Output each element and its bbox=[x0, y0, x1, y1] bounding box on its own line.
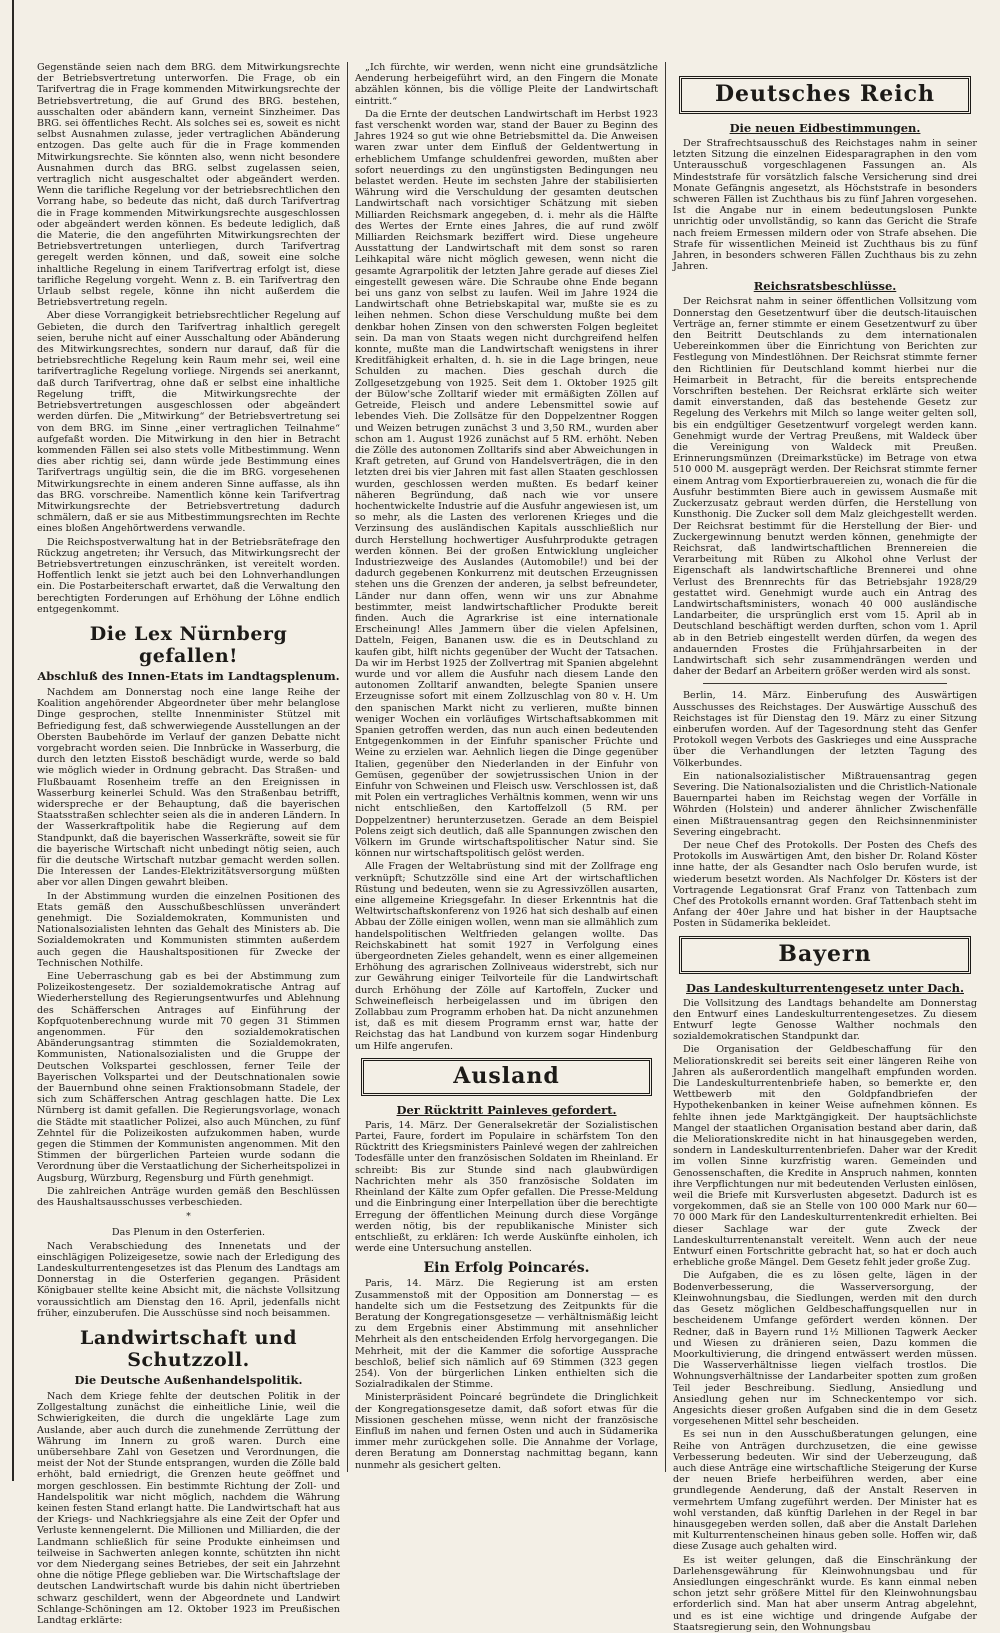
quote-paragraph: „Ich fürchte, wir werden, wenn nicht eine grundsätzliche Aenderung herbeigeführt wird, an den Fingern die Monate abzählen können, bis die völlige Pleite der Landwirtschaft eintritt.“ bbox=[355, 62, 658, 107]
binding-edge bbox=[12, 0, 14, 1481]
article-paragraph: Nachdem am Donnerstag noch eine lange Reihe der Koalition angehörender Abgeordneter über mehr belanglose Dinge gesprochen, stellte Innenminister Stützel mit Befriedigung fest, daß schwerwiegende Ausstellungen an der Obersten Baubehörde im Verlauf der ganzen Debatte nicht vorgebracht worden seien. Die Innbrücke in Wasserburg, die durch den letzten Eisstoß beschädigt wurde, werde so bald wie möglich wieder in Ordnung gebracht. Das Straßen- und Flußbauamt Rosenheim treffe an den Ereignissen in Wasserburg keinerlei Schuld. Was den Straßenbau betrifft, widerspreche er der Behauptung, daß die bayerischen Staatsstraßen schlechter seien als die in anderen Ländern. In der Wasserkraftpolitik habe die Regierung auf dem Standpunkt, daß die bayerischen Wasserkräfte, soweit sie für die bayerische Wirtschaft nicht unbedingt nötig seien, auch für die deutsche Wirtschaft nutzbar gemacht werden sollen. Die Interessen der Landes-Elektrizitätsversorgung müßten aber vor allen Dingen gewahrt bleiben. bbox=[37, 686, 340, 889]
section-box-ausland bbox=[361, 1058, 652, 1096]
article-paragraph: Der neue Chef des Protokolls. Der Posten des Chefs des Protokolls im Auswärtigen Amt, den bisher Dr. Roland Köster inne hatte, der als Gesandter nach Oslo berufen wurde, ist wiederum besetzt worden. Als Nachfolger Dr. Kösters ist der Vortragende Legationsrat Graf Franz von Tattenbach zum Chef des Protokolls ernannt worden. Graf Tattenbach steht im Anfang der 40er Jahre und hat bisher in der Hauptsache Posten in Südamerika bekleidet. bbox=[673, 839, 977, 930]
section-divider: * bbox=[186, 1212, 191, 1223]
article-paragraph: Gegenstände seien nach dem BRG. dem Mitwirkungsrechte der Betriebsvertretung unterworfen. Die Frage, ob ein Tarifvertrag die in Frage kommenden Mitwirkungsrechte der Betriebsvertretung, die auf Grund des BRG. bestehen, ausschalten oder abändern kann, verneint Sinzheimer. Das BRG. sei öffentliches Recht. Als solches sei es, soweit es nicht selbst Ausnahmen zulasse, jeder vertraglichen Abänderung entzogen. Das gelte auch für die in Frage kommenden Mitwirkungsrechte. Sie könnten also, wenn nicht besondere Ausnahmen durch das BRG. selbst zugelassen seien, vertraglich nicht ausgeschaltet oder abgeändert werden. Wenn die tarifliche Regelung vor der betriebsrechtlichen den Vorrang habe, so bedeute das nicht, daß durch Tarifvertrag die in Frage kommenden Mitwirkungsrechte ausgeschlossen oder abgeändert werden können. Es bedeute lediglich, daß die Materie, die den angeführten Mitwirkungsrechten der Betriebsvertretungen unterliegen, durch Tarifvertrag geregelt werden können, und daß, soweit eine solche inhaltliche Regelung in einem Tarifvertrag erfolgt ist, diese tarifliche Regelung vorgeht. Wenn z. B. ein Tarifvertrag den Urlaub selbst regele, könne ihn nicht außerdem die Betriebsvertretung regeln. bbox=[37, 62, 340, 309]
article-paragraph: Eine Ueberraschung gab es bei der Abstimmung zum Polizeikostengesetz. Der sozialdemokratische Antrag auf Wiederherstellung des Regierungsentwurfes und Ablehnung des Schäfferschen Antrages auf Einführung der Kopfquotenberechnung wurde mit 70 gegen 31 Stimmen angenommen. Für den sozialdemokratischen Abänderungsantrag stimmten die Sozialdemokraten, Kommunisten, Nationalsozialisten und die Gruppe der Deutschen Volkspartei geschlossen, ferner Teile der Bayerischen Volkspartei und der Deutschnationalen sowie der Bauernbund ohne seinen Fraktionsobmann Stadele, der sich zum Schäfferschen Antrag geschlagen hatte. Die Lex Nürnberg ist damit gefallen. Die Regierungsvorlage, wonach die Städte mit staatlicher Polizei, also auch München, zu fünf Zehntel für die Polizeikosten aufzukommen haben, wurde gegen die Stimmen der Kommunisten angenommen. Mit den Stimmen der bürgerlichen Parteien wurde sodann die Verordnung über die Verstaatlichung der Sicherheitspolizei in Augsburg, Würzburg, Regensburg und Fürth genehmigt. bbox=[37, 971, 340, 1184]
headline-landwirtschaft: Landwirtschaft und Schutzzoll. bbox=[80, 1326, 297, 1371]
article-paragraph: Es sei nun in den Ausschußberatungen gelungen, eine Reihe von Anträgen durchzusetzen, die eine gewisse Verbesserung bedeuten. Wir sind der Ueberzeugung, daß auch diese Anträge eine wirtschaftliche Steigerung der Kurse der neuen Briefe herbeiführen werden, aber eine grundlegende Aenderung, daß der Anstalt Reserven in vermehrtem Umfang zugeführt werden. Der Minister hat es wohl verstanden, daß künftig Darlehen in der Regel in bar hinausgegeben werden sollen, daß aber die Anstalt Darlehen mit Kulturrentenscheinen hinaus geben solle. Hoffen wir, daß diese Zusage auch gehalten wird. bbox=[673, 1429, 977, 1553]
column-left bbox=[30, 62, 348, 1626]
article-paragraph: Die Organisation der Geldbeschaffung für den Meliorationskredit sei bereits seit einer längeren Reihe von Jahren als außerordentlich mangelhaft empfunden worden. Die Landeskulturrentenbriefe haben, so bemerkte er, den Wettbewerb mit den Goldpfandbriefen der Hypothekenbanken in keiner Weise aufnehmen können. Es fehlte ihnen jede Marktgängigkeit. Der hauptsächlichste Mangel der staatlichen Organisation bestand aber darin, daß die Meliorationskredite nicht in hat hinausgegeben werden, sondern in Landeskulturrentenbriefen. Daher war der Kredit im vollen Sinne kurzfristig waren. Gemeinden und Genossenschaften, die Kredite in Anspruch nahmen, konnten ihre Verpflichtungen nur mit bedeutenden Verlusten einlösen, weil die Briefe mit Kursverlusten abgesetzt. Dadurch ist es vorgekommen, daß sie an Stelle von 100 000 Mark nur 60—70 000 Mark für den Landeskulturrentenkredit erhielten. Bei dieser Sachlage war der gute Zweck der Landeskulturrentenanstalt vereitelt. Wenn auch der neue Entwurf einen Fortschritte gebracht hat, so hat er doch auch erhebliche große Mängel. Dem Gesetz fehlt jeder große Zug. bbox=[673, 1044, 977, 1269]
headline-reichsrat: Reichsratsbeschlüsse. bbox=[753, 279, 897, 294]
article-paragraph: Da die Ernte der deutschen Landwirtschaft im Herbst 1923 fast verschenkt worden war, stand der Bauer zu Beginn des Jahres 1924 so gut wie ohne Betriebsmittel da. Die Anweisen waren zwar unter dem Einfluß der Geldentwertung in erheblichem Umfange schuldenfrei geworden, mußten aber sofort neuerdings zu den ungünstigsten Bedingungen neu belastet werden. Heute im sechsten Jahre der stabilisierten Währung wird die Verschuldung der gesamten deutschen Landwirtschaft nach vorsichtiger Schätzung mit sieben Milliarden Reichsmark angegeben, d. i. mehr als die Hälfte des Wertes der Ernte eines Jahres, die auf rund zwölf Milliarden Reichsmark beziffert wird. Diese ungeheure Ausstattung der Landwirtschaft mit dem sonst so raren Leihkapital wäre nicht möglich gewesen, wenn nicht die gesamte Agrarpolitik der letzten Jahre gerade auf dieses Ziel eingestellt gewesen wäre. Die Schraube ohne Ende begann bei uns ganz von selbst zu laufen. Weil im Jahre 1924 die Landwirtschaft ohne Betriebskapital war, mußte sie es zu leihen nehmen. Schon diese Verschuldung mußte bei dem denkbar hohen Zinsen von den schwersten Folgen begleitet sein. Da man von Staats wegen nicht durchgreifend helfen konnte, mußte man die Landwirtschaft wenigstens in ihrer Kreditfähigkeit erhalten, d. h. sie in die Lage bringen, neue Schulden zu machen. Dies geschah durch die Zollgesetzgebung von 1925. Seit dem 1. Oktober 1925 gilt der Bülow'sche Zolltarif wieder mit ermäßigten Zöllen auf Getreide, Fleisch und andere Lebensmittel sowie auf lebendes Vieh. Die Zollsätze für den Doppelzentner Roggen und Weizen betrugen zunächst 3 und 3,50 RM., wurden aber schon am 1. August 1926 zunächst auf 5 RM. erhöht. Neben die Zölle des autonomen Zolltarifs sind aber Abweichungen in Kraft getreten, auf Grund von Handelsverträgen, die in den letzten drei bis vier Jahren mit fast allen Staaten geschlossen wurden, geschlossen werden mußten. Es bedarf keiner näheren Begründung, daß nach wie vor unsere hochentwickelte Industrie auf die Ausfuhr angewiesen ist, um so mehr, als die Lasten des verlorenen Krieges und die Verzinsung des ausländischen Kapitals ausschließlich nur durch Herstellung hochwertiger Ausfuhrprodukte getragen werden können. Bei der großen Entwicklung ungleicher Industriezweige des Auslandes (Automobile!) und bei der dadurch gegebenen Konkurrenz mit deutschen Erzeugnissen stehen uns die Grenzen der anderen, ja selbst befreundeter, Länder nur dann offen, wenn wir uns zur Abnahme bestimmter, meist landwirtschaftlicher Produkte bereit finden. Auch die Agrarkrise ist eine internationale Erscheinung! Alles Jammern über die vielen Apfelsinen, Datteln, Feigen, Bananen usw. die es in Deutschland zu kaufen gibt, hilft nichts gegenüber der Wucht der Tatsachen. Da wir im Herbst 1925 der Zollvertrag mit Spanien abgelehnt wurde und vor allem die Ausfuhr nach diesem Lande den autonomen Zolltarif anwandten, belegte Spanien unsere Erzeugnisse sofort mit einem Zollzuschlag von 80 v. H. Um den spanischen Markt nicht zu verlieren, mußte binnen weniger Wochen ein vorläufiges Wirtschaftsabkommen mit Spanien getroffen werden, das nun auch einen bedeutenden Entgegenkommen in der Einfuhr spanischer Früchte und Weine zu erzielen war. Aehnlich liegen die Dinge gegenüber Italien, gegenüber den Niederlanden in der Einfuhr von Gemüsen, gegenüber der sowjetrussischen Union in der Einfuhr von Schweinen und Fleisch usw. Verschlossen ist, daß mit Polen ein vertragliches Verhältnis kommen, wenn wir uns nicht entschließen, den Kartoffelzoll (5 RM. per Doppelzentner) herunterzusetzen. Gerade an dem Beispiel Polens zeigt sich deutlich, daß alle Spannungen zwischen den Völkern im Grunde wirtschaftspolitischer Natur sind. Sie können nur wirtschaftspolitisch gelöst werden. bbox=[355, 108, 658, 860]
article-paragraph: Berlin, 14. März. Einberufung des Auswärtigen Ausschusses des Reichstages. Der Auswärtige Ausschuß des Reichstages ist für Dienstag den 19. März zu einer Sitzung einberufen worden. Auf der Tagesordnung steht das Genfer Protokoll wegen Verbots des Gaskrieges und eine Aussprache über die Verhandlungen der letzten Tagung des Völkerbundes. bbox=[673, 690, 977, 769]
column-right bbox=[666, 62, 984, 1633]
article-paragraph: Ein nationalsozialistischer Mißtrauensantrag gegen Severing. Die Nationalsozialisten und die Christlich-Nationale Bauernpartei haben im Reichstag wegen der Vorfälle in Wöhrden (Holstein) und anderer ähnlicher Zwischenfälle einen Mißtrauensantrag gegen den Reichsinnenminister Severing eingebracht. bbox=[673, 770, 977, 838]
subheadline-aussenhandel: Die Deutsche Außenhandelspolitik. bbox=[74, 1372, 303, 1387]
article-paragraph: Der Strafrechtsausschuß des Reichstages nahm in seiner letzten Sitzung die einzelnen Eidesparagraphen in den vom Unterausschuß vorgeschlagenen Fassungen an. Als Mindeststrafe für vorsätzlich falsche Versicherung sind drei Monate Gefängnis angesetzt, als Höchststrafe in besonders schweren Fällen ist Zuchthaus bis zu fünf Jahren vorgesehen. Ist die Angabe nur in einem bedeutungslosen Punkte unrichtig oder unvollständig, so kann das Gericht die Strafe nach freiem Ermessen mildern oder von Strafe absehen. Die Strafe für wissentlichen Meineid ist Zuchthaus bis zu fünf Jahren, in besonders schweren Fällen Zuchthaus bis zu zehn Jahren. bbox=[673, 138, 977, 273]
headline-landeskulturrente: Das Landeskulturrentengesetz unter Dach. bbox=[686, 980, 964, 995]
article-paragraph: Es ist weiter gelungen, daß die Einschränkung der Darlehensgewährung für Kleinwohnungsbau und für Ansiedlungen eingeschränkt wurde. Es kann einmal neben schon jetzt sehr größere Mittel für den Kleinwohnungsbau erforderlich sind. Man hat aber unserm Antrag abgelehnt, und es ist eine wichtige und dringende Aufgabe der Staatsregierung sein, den Wohnungsbau bbox=[673, 1554, 977, 1633]
section-box-bayern bbox=[679, 936, 971, 974]
subsection-title: Das Plenum in den Osterferien. bbox=[111, 1227, 266, 1239]
article-paragraph: Die zahlreichen Anträge wurden gemäß den Beschlüssen des Haushaltsausschusses verbeschieden. bbox=[37, 1185, 340, 1209]
headline-eidbestimmungen: Die neuen Eidbestimmungen. bbox=[729, 121, 921, 135]
article-paragraph: Ministerpräsident Poincaré begründete die Dringlichkeit der Kongregationsgesetze damit, daß sofort etwas für die Missionen geschehen müsse, wenn nicht der französische Einfluß im nahen und fernen Osten und auch in Südamerika immer mehr zurückgehen solle. Die Annahme der Vorlage, deren Beratung am Donnerstag nachmittag begann, kann nunmehr als gesichert gelten. bbox=[355, 1392, 658, 1471]
article-paragraph: Die Vollsitzung des Landtags behandelte am Donnerstag den Entwurf eines Landeskulturrentengesetzes. Zu diesem Entwurf legte Genosse Walther nochmals den sozialdemokratischen Standpunkt dar. bbox=[673, 997, 977, 1043]
article-paragraph: Nach dem Kriege fehlte der deutschen Politik in der Zollgestaltung zunächst die einheitliche Linie, weil die Schwierigkeiten, die durch die ungeklärte Lage zum Auslande, aber auch durch die zunehmende Zerrüttung der Währung im Innern zu groß waren. Durch eine unübersehbare Zahl von Gesetzen und Verordnungen, die meist der Not der Stunde entsprangen, wurden die Zölle bald erhöht, bald erniedrigt, die Grenzen heute geöffnet und morgen geschlossen. Ein bestimmte Richtung der Zoll- und Handelspolitik war nicht möglich, nachdem die Währung keinen festen Stand erlangt hatte. Die Landwirtschaft hat aus der Kriegs- und Nachkriegsjahre als eine Zeit der Opfer und Verluste kennengelernt. Die Millionen und Milliarden, die der Landmann schließlich für seine Produkte einheimsen und teilweise in Sachwerten anlegen konnte, schützten ihn nicht vor dem Niedergang seines Betriebes, der seit ein Jahrzehnt ohne die nötige Pflege geblieben war. Die Wirtschaftslage der deutschen Landwirtschaft wurde bis dahin nicht übertrieben schwarz geschildert, wenn der Abgeordnete und Landwirt Schlange-Schöningen am 12. Oktober 1923 im Preußischen Landtag erklärte: bbox=[37, 1390, 340, 1626]
article-paragraph: Paris, 14. März. Der Generalsekretär der Sozialistischen Partei, Faure, fordert im Populaire in schärfstem Ton den Rücktritt des Kriegsministers Painlevé wegen der zahlreichen Todesfälle unter den französischen Soldaten im Rheinland. Er schreibt: Bis zur Stunde sind nach glaubwürdigen Nachrichten mehr als 350 französische Soldaten im Rheinland der Kälte zum Opfer gefallen. Die Presse-Meldung und die Einbringung einer Interpellation über die berechtigte Erregung der öffentlichen Meinung durch diese Vorgänge werden nötig, bis der republikanische Minister sich entschließt, zu erklären: Ich werde Auskünfte einholen, ich werde eine Untersuchung anstellen. bbox=[355, 1119, 658, 1255]
section-box-deutsches-reich bbox=[679, 76, 971, 114]
headline-painleve: Der Rücktritt Painleves gefordert. bbox=[396, 1102, 617, 1117]
section-title-deutsches-reich: Deutsches Reich bbox=[714, 81, 936, 107]
column-middle bbox=[348, 62, 666, 1472]
section-title-bayern: Bayern bbox=[778, 940, 872, 967]
article-paragraph: Alle Fragen der Weltabrüstung sind mit der Zollfrage eng verknüpft; Schutzzölle sind eine Art der wirtschaftlichen Rüstung und bedeuten, wenn sie zu Agressivzöllen ausarten, eine allgemeine Kriegsgefahr. In dieser Erkenntnis hat die Weltwirtschaftskonferenz von 1926 hat sich deshalb auf einen Abbau der Zölle einigen wollen, wenn man sie allmählich zum handelspolitischen Weltfrieden gelangen wollte. Das Reichskabinett hat somit 1927 in Verfolgung eines übergeordneten Zieles gehandelt, wenn es einer allgemeinen Erhöhung des agrarischen Zollniveaus widerstrebt, sich nur zur Gewährung einiger Teilvorteile für die Landwirtschaft durch Erhöhung der Zölle auf Kartoffeln, Zucker und Schweinefleisch herbeigelassen und im übrigen den Zollabbau zum Programm erhoben hat. Da nicht anzunehmen ist, daß es mit diesem Programm ernst war, hatte der Reichstag das hat Landbund von kurzem sogar Hindenburg um Hilfe angerufen. bbox=[355, 861, 658, 1052]
article-paragraph: Aber diese Vorrangigkeit betriebsrechtlicher Regelung auf Gebieten, die durch den Tarifvertrag inhaltlich geregelt seien, beruhe nicht auf einer Ausschaltung oder Abänderung des Mitwirkungsrechtes, sondern nur darauf, daß für die betriebsrechtliche Regelung kein Raum mehr sei, weil eine tarifvertragliche Regelung vorliege. Nirgends sei anerkannt, daß durch Tarifvertrag, ohne daß er selbst eine inhaltliche Regelung trifft, die Mitwirkungsrechte der Betriebsvertretungen ausgeschlossen oder abgeändert werden dürfen. Die „Mitwirkung“ der Betriebsvertretung sei von dem BRG. im Sinne „einer vertraglichen Teilnahme“ aufgefaßt worden. Die Mitwirkung in den hier in Betracht kommenden Fällen sei also stets volle Mitbestimmung. Wenn dies aber richtig sei, dann würde jede Bestimmung eines Tarifvertrags ungültig sein, die die im BRG. vorgesehenen Mitwirkungsrechte in einem anderen Sinne auffasse, als ihn das BRG. vorschreibe. Namentlich könne kein Tarifvertrag Mitwirkungsrechte der Betriebsvertretung dadurch schmälern, daß er sie aus Mitbestimmungsrechten im Rechte eines bloßen Angehörtwerdens verwandle. bbox=[37, 310, 340, 535]
headline-poincare: Ein Erfolg Poincarés. bbox=[423, 1260, 590, 1277]
section-title-ausland: Ausland bbox=[453, 1062, 560, 1089]
article-paragraph: Die Aufgaben, die es zu lösen gelte, lägen in der Bodenverbesserung, die Wasserversorgung, der Kleinwohnungsbau, die Siedlungen, werden mit den durch das Gesetz möglichen Geldbeschaffungsquellen nur in bescheidenem Umfange gefördert werden können. Der Redner, daß in Bayern rund 1½ Millionen Tagwerk Aecker und Wiesen zu dränieren seien, Dazu kommen die Moorkultivierung, die dringend entwässert werden müssen. Die Wasserverhältnisse liegen vielfach trostlos. Die Wohnungsverhältnisse der Landarbeiter spotten zum großen Teil jeder Beschreibung. Siedlung, Ansiedlung und Ansiedlung gehen nur im Schneckentempo vor sich. Angesichts dieser großen Aufgaben sind die in dem Gesetz vorgesehenen Mittel sehr bescheiden. bbox=[673, 1270, 977, 1428]
column-layout bbox=[30, 62, 986, 1633]
article-paragraph: Die Reichspostverwaltung hat in der Betriebsrätefrage den Rückzug angetreten; ihr Versuch, das Mitwirkungsrecht der Betriebsvertretungen einzuschränken, ist vereitelt worden. Hoffentlich lenkt sie jetzt auch bei den Lohnverhandlungen ein. Die Postarbeiterschaft erwartet, daß die Verwaltung den berechtigten Forderungen auf Erhöhung der Löhne endlich entgegenkommt. bbox=[37, 536, 340, 615]
article-paragraph: Paris, 14. März. Die Regierung ist am ersten Zusammenstoß mit der Opposition am Donnerstag — es handelte sich um die Festsetzung des Zeitpunkts für die Beratung der Kongregationsgesetze — verhältnismäßig leicht zu dem Ergebnis einer Abstimmung mit ansehnlicher Mehrheit als den entscheidenden Erfolg hervorgegangen. Die Mehrheit, mit der die Kammer die sofortige Aussprache beschloß, belief sich nämlich auf 69 Stimmen (323 gegen 254). Von der bürgerlichen Linken enthielten sich die Sozialradikalen der Stimme. bbox=[355, 1278, 658, 1391]
subheadline-innen-etat: Abschluß des Innen-Etats im Landtagsplenum. bbox=[37, 668, 340, 683]
headline-lex-nuernberg: Die Lex Nürnberg gefallen! bbox=[89, 622, 288, 667]
article-paragraph: Der Reichsrat nahm in seiner öffentlichen Vollsitzung vom Donnerstag den Gesetzentwurf über die deutsch-litauischen Verträge an, ferner stimmte er einem Gesetzentwurf zu über den Beitritt Deutschlands zu dem internationalen Uebereinkommen über die Einrichtung von Berichten zur Festlegung von Mindestlöhnen. Der Reichsrat stimmte ferner den Richtlinien für Deutschland kommt hierbei nur die Heimarbeit in Betracht, für die bereits entsprechende Vorschriften bestehen. Der Reichsrat erklärte sich weiter damit einverstanden, daß das bestehende Gesetz zur Regelung des Verkehrs mit Milch so lange weiter gelten soll, bis ein endgültiger Gesetzentwurf vorgelegt werden kann. Genehmigt wurde der Vertrag Preußens, mit Waldeck über die Vereinigung von Waldeck mit Preußen. Erinnerungsmünzen (Dreimarkstücke) im Betrage von etwa 510 000 M. ausgeprägt werden. Der Reichsrat stimmte ferner einem Antrag vom Exportierbrauereien zu, wonach die für die Ausfuhr bestimmten Biere auch in gewissem Ausmaße mit Zuckerzusatz gebraut werden dürfen, die Herstellung von Kunsthonig. Die Zucker soll dem Malz gleichgestellt werden. Der Reichsrat bestimmt für die Herstellung der Bier- und Zuckergewinnung benutzt werden können, genehmigte der Reichsrat, daß landwirtschaftlichen Brennereien die Verarbeitung mit Rüben zu Alkohol ohne Verlust der Eigenschaft als landwirtschaftliche Brennerei und ohne Verlust des Brennrechts für das Betriebsjahr 1928/29 gestattet wird. Genehmigt wurde auch ein Antrag des Landwirtschaftsministers, wonach 40 000 ausländische Landarbeiter, die ursprünglich erst vom 15. April ab in Deutschland beschäftigt werden durften, schon vom 1. April ab in den Betrieb eingestellt werden dürfen, da wegen des andauernden Frostes die Frühjahrsarbeiten in der Landwirtschaft sich sehr zusammendrängen werden und daher der Bedarf an Arbeitern größer werden wird als sonst. bbox=[673, 296, 977, 678]
divider-line bbox=[703, 683, 947, 684]
article-paragraph: In der Abstimmung wurden die einzelnen Positionen des Etats gemäß den Ausschußbeschlüssen unverändert genehmigt. Die Sozialdemokraten, Kommunisten und Nationalsozialisten lehnten das Gehalt des Ministers ab. Die Sozialdemokraten und Kommunisten stimmten außerdem auch gegen die Haushaltspositionen für Zwecke der Technischen Nothilfe. bbox=[37, 890, 340, 969]
article-paragraph: Nach Verabschiedung des Innenetats und der einschlägigen Polizeigesetze, sowie nach der Erledigung des Landeskulturrentengesetzes ist das Plenum des Landtags am Donnerstag in die Osterferien gegangen. Präsident Königbauer stellte keine Absicht mit, die nächste Vollsitzung voraussichtlich am Dienstag den 16. April, jedenfalls nicht früher, einzuberufen. Die Ausschüsse sind noch beisammen. bbox=[37, 1240, 340, 1319]
